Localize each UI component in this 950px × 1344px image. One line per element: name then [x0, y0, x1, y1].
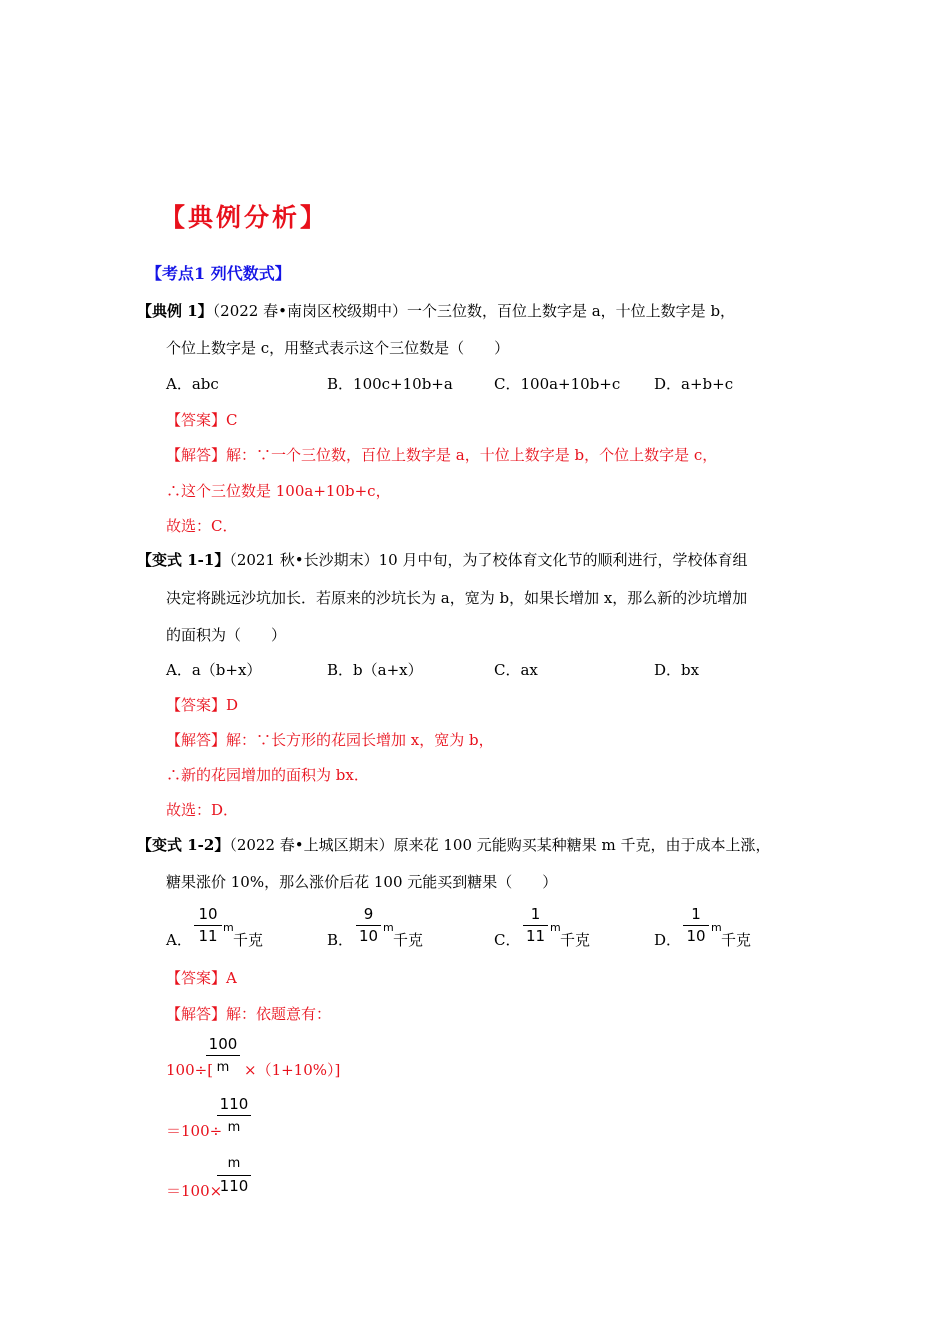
answer: 【答案】D [166, 696, 239, 714]
option-b-fraction [356, 905, 381, 945]
solution-line2: ∴这个三位数是 100a+10b+c， [166, 482, 391, 500]
option-d-label: D． [654, 931, 682, 949]
solution-line3: 故选：D． [166, 801, 239, 819]
solution-tag: 【解答】 [166, 446, 227, 464]
option-d-variable: m [711, 921, 722, 934]
solution-line2: ∴新的花园增加的面积为 bx． [166, 766, 369, 784]
fraction-numerator: 1 [691, 905, 701, 923]
option-d: D．a+b+c [654, 375, 734, 393]
fraction-bar [217, 1175, 251, 1176]
option-a-unit: 千克 [233, 931, 264, 949]
answer: 【答案】A [166, 969, 237, 987]
fraction-denominator: 10 [358, 927, 379, 945]
option-c: C．ax [494, 661, 538, 679]
option-b-unit: 千克 [393, 931, 424, 949]
option-a-variable: m [223, 921, 234, 934]
question-source: （2022 春•南岗区校级期中） [212, 302, 407, 320]
solution-tag: 【解答】 [166, 1005, 227, 1023]
question-text: 原来花 100 元能购买某种糖果 m 千克，由于成本上涨， [393, 836, 771, 854]
fraction-denominator: 110 [219, 1177, 249, 1195]
option-d-fraction [683, 905, 709, 945]
option-d: D．bx [654, 661, 700, 679]
fraction-numerator: 100 [208, 1035, 238, 1053]
fraction-denominator: 10 [686, 927, 706, 945]
question-text: 一个三位数，百位上数字是 a，十位上数字是 b， [406, 302, 736, 320]
fraction-bar [217, 1115, 251, 1116]
section-title: 【典例分析】 [160, 203, 329, 232]
fraction-bar [523, 925, 548, 926]
solution-text: 解：依题意有： [226, 1005, 332, 1023]
option-c-label: C． [494, 931, 521, 949]
solution-line1 [166, 445, 717, 465]
solution-line3: 故选：C． [166, 517, 238, 535]
solution-line1 [166, 1004, 331, 1024]
option-b: B．100c+10b+a [327, 375, 453, 393]
step1-prefix: 100÷[ [166, 1061, 214, 1079]
fraction-denominator: m [227, 1120, 241, 1135]
option-c-variable: m [550, 921, 561, 934]
variant-1-1-question-line1 [137, 550, 747, 570]
option-a-label: A． [166, 931, 192, 949]
option-a: A．abc [166, 375, 219, 393]
variant-1-2-question-line2: 糖果涨价 10%，那么涨价后花 100 元能买到糖果（ ） [166, 873, 558, 891]
option-b-variable: m [383, 921, 394, 934]
option-c: C．100a+10b+c [494, 375, 621, 393]
variant-1-1-question-line2: 决定将跳远沙坑加长．若原来的沙坑长为 a，宽为 b，如果长增加 x，那么新的沙坑增加 [166, 589, 748, 607]
solution-tag: 【解答】 [166, 731, 227, 749]
option-b: B．b（a+x） [327, 661, 423, 679]
fraction-denominator: m [216, 1060, 230, 1075]
option-a-fraction [194, 905, 222, 945]
step1-suffix: ×（1+10%）] [244, 1061, 341, 1079]
fraction-bar [356, 925, 381, 926]
question-text: 10 月中旬，为了校体育文化节的顺利进行，学校体育组 [378, 551, 748, 569]
option-b-label: B． [327, 931, 354, 949]
option-a: A．a（b+x） [166, 661, 262, 679]
question-source: （2022 春•上城区期末） [229, 836, 394, 854]
fraction-numerator: 1 [530, 905, 541, 923]
answer: 【答案】C [166, 411, 238, 429]
example-tag: 【变式 1-2】 [137, 836, 230, 854]
step1-fraction [206, 1035, 240, 1079]
step2-fraction [217, 1095, 251, 1139]
solution-line1 [166, 730, 494, 750]
option-d-unit: 千克 [721, 931, 752, 949]
solution-text: 解：∵长方形的花园长增加 x，宽为 b， [226, 731, 494, 749]
fraction-numerator: m [227, 1156, 241, 1171]
step2-prefix: ＝100÷ [166, 1122, 223, 1140]
fraction-denominator: 11 [525, 927, 546, 945]
step3-prefix: ＝100× [166, 1182, 223, 1200]
variant-1-2-question-line1 [137, 835, 771, 855]
solution-text: 解：∵一个三位数，百位上数字是 a，十位上数字是 b，个位上数字是 c， [226, 446, 718, 464]
fraction-bar [683, 925, 709, 926]
example-tag: 【典例 1】 [137, 302, 213, 320]
option-c-fraction [523, 905, 548, 945]
fraction-bar [206, 1055, 240, 1056]
example-tag: 【变式 1-1】 [137, 551, 230, 569]
fraction-denominator: 11 [198, 927, 218, 945]
variant-1-1-question-line3: 的面积为（ ） [166, 626, 287, 644]
example-1-question-line1 [137, 301, 735, 321]
fraction-numerator: 10 [198, 905, 218, 923]
example-1-question-line2: 个位上数字是 c，用整式表示这个三位数是（ ） [166, 339, 510, 357]
fraction-bar [194, 925, 222, 926]
fraction-numerator: 110 [219, 1095, 249, 1113]
question-source: （2021 秋•长沙期末） [229, 551, 379, 569]
option-c-unit: 千克 [560, 931, 591, 949]
topic-heading: 【考点1 列代数式】 [146, 264, 291, 283]
step3-fraction [217, 1155, 251, 1199]
fraction-numerator: 9 [363, 905, 374, 923]
